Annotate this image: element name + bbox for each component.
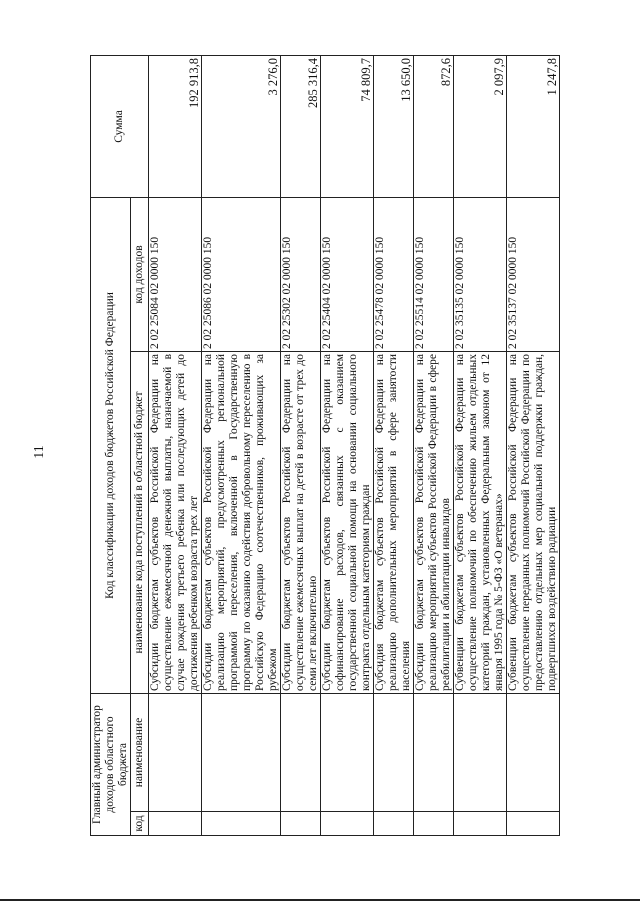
admin-code-cell xyxy=(281,812,321,836)
admin-name-cell xyxy=(414,693,454,811)
income-code-cell: 2 02 35135 02 0000 150 xyxy=(454,197,507,351)
income-name-header: наименование кода поступлений в областной бюджет xyxy=(131,351,149,693)
income-name-cell: Субвенции бюджетам субъектов Российской Федерации на осуществление переданных полномочий Российской Федерации по предоставлению отдельных мер социальной поддержки граждан, подвергшихся воздействию радиации xyxy=(507,351,560,693)
table-row xyxy=(507,55,560,835)
income-code-cell: 2 02 25086 02 0000 150 xyxy=(202,197,281,351)
rotated-table-page xyxy=(90,56,640,836)
page-number: 11 xyxy=(32,445,47,459)
income-name-cell: Субсидии бюджетам субъектов Российской Федерации на реализацию мероприятий субъектов Российской Федерации в сфере реабилитации и абилитации инвалидов xyxy=(414,351,454,693)
admin-name-cell xyxy=(202,693,281,811)
admin-code-cell xyxy=(507,812,560,836)
sum-cell: 74 809,7 xyxy=(321,55,374,197)
sum-cell: 192 913,8 xyxy=(149,55,202,197)
admin-name-cell xyxy=(281,693,321,811)
income-code-cell: 2 02 25302 02 0000 150 xyxy=(281,197,321,351)
admin-code-cell xyxy=(149,812,202,836)
income-code-cell: 2 02 25514 02 0000 150 xyxy=(414,197,454,351)
admin-name-cell xyxy=(507,693,560,811)
admin-code-cell xyxy=(374,812,414,836)
admin-code-cell xyxy=(321,812,374,836)
sum-header: Сумма xyxy=(91,55,149,197)
table-row xyxy=(281,55,321,835)
table-row xyxy=(149,55,202,835)
table-row xyxy=(374,55,414,835)
income-code-cell: 2 02 25084 02 0000 150 xyxy=(149,197,202,351)
sum-cell: 13 650,0 xyxy=(374,55,414,197)
admin-group-header: Главный администратор доходов областного бюджета xyxy=(91,693,131,835)
table-row xyxy=(202,55,281,835)
admin-code-cell xyxy=(414,812,454,836)
income-name-cell: Субвенции бюджетам субъектов Российской Федерации на осуществление полномочий по обеспечению жильем отдельных категорий граждан, установленных Федеральным законом от 12 января 1995 года № 5-ФЗ «О ветеранах» xyxy=(454,351,507,693)
classification-group-header: Код классификации доходов бюджетов Российской Федерации xyxy=(91,197,131,693)
admin-code-cell xyxy=(202,812,281,836)
income-code-cell: 2 02 25404 02 0000 150 xyxy=(321,197,374,351)
bottom-rule xyxy=(0,899,640,901)
admin-name-header: наименование xyxy=(131,693,149,811)
income-name-cell: Субсидия бюджетам субъектов Российской Федерации на реализацию дополнительных мероприятий в сфере занятости населения xyxy=(374,351,414,693)
admin-name-cell xyxy=(149,693,202,811)
admin-name-cell xyxy=(374,693,414,811)
sum-cell: 3 276,0 xyxy=(202,55,281,197)
table-row xyxy=(321,55,374,835)
admin-code-cell xyxy=(454,812,507,836)
sum-cell: 1 247,8 xyxy=(507,55,560,197)
table-row xyxy=(454,55,507,835)
income-name-cell: Субсидии бюджетам субъектов Российской Федерации на реализацию мероприятий, предусмотренных региональной программой переселения, включенной в Государственную программу по оказанию содействия добровольному переселению в Российскую Федерацию соотечественников, проживающих за рубежом xyxy=(202,351,281,693)
admin-name-cell xyxy=(321,693,374,811)
income-name-cell: Субсидии бюджетам субъектов Российской Федерации на осуществление ежемесячной денежной выплаты, назначаемой в случае рождения третьего ребенка или последующих детей до достижения ребенком возраста трех лет xyxy=(149,351,202,693)
income-name-cell: Субсидии бюджетам субъектов Российской Федерации на осуществление ежемесячных выплат на детей в возрасте от трех до семи лет включительно xyxy=(281,351,321,693)
sum-cell: 285 316,4 xyxy=(281,55,321,197)
sum-cell: 2 097,9 xyxy=(454,55,507,197)
income-name-cell: Субсидии бюджетам субъектов Российской Федерации на софинансирование расходов, связанных с оказанием государственной социальной помощи на основании социального контракта отдельным категориям граждан xyxy=(321,351,374,693)
income-classification-table xyxy=(90,55,560,836)
table-row xyxy=(414,55,454,835)
income-code-header: код доходов xyxy=(131,197,149,351)
admin-name-cell xyxy=(454,693,507,811)
sum-cell: 872,6 xyxy=(414,55,454,197)
income-code-cell: 2 02 25478 02 0000 150 xyxy=(374,197,414,351)
admin-code-header: код xyxy=(131,812,149,836)
income-code-cell: 2 02 35137 02 0000 150 xyxy=(507,197,560,351)
